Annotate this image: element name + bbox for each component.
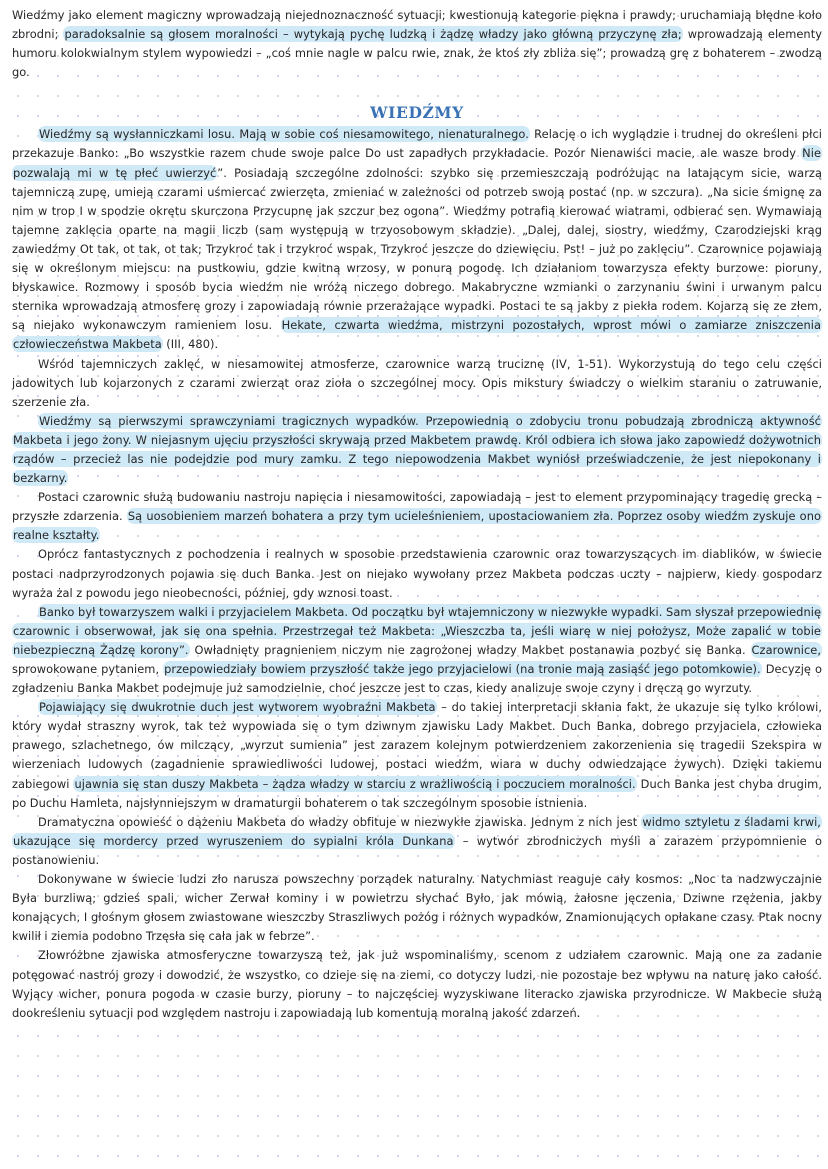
paragraph-ghost-imagination xyxy=(12,698,822,813)
intro-text-2: wprowadzają elementy humoru kolokwialnym stylem wypowiedzi – „coś mnie nagle w palcu rwie, znak, że ktoś zły zbliża się”; prowadzą grę z bohaterem – zwodzą go. xyxy=(12,27,822,80)
highlight-text: Czarownice, xyxy=(751,642,821,657)
paragraph-text: (III, 480). xyxy=(162,337,219,352)
highlight-text: Wiedźmy są wysłanniczkami losu. Mają w sobie coś niesamowitego, nienaturalnego. xyxy=(39,127,529,142)
intro-highlight-1: paradoksalnie są głosem moralności – wytykają pychę ludzką i żądzę władzy jako główną przyczynę zła; xyxy=(64,27,682,42)
paragraph-text: Dramatyczna opowieść o dążeniu Makbeta do władzy obfituje w niezwykłe zjawiska. Jednym z nich jest xyxy=(38,814,642,829)
section-title: WIEDŹMY xyxy=(370,103,464,123)
paragraph-text: ”. Posiadają szczególne zdolności: szybko się przemieszczają podróżując na latającym sicie, warzą tajemniczą zupę, umieją czarami uśmiercać zwierzęta, zmieniać w zależności od potrzeb swoją postać (np. w szczura). „Na sicie śmignę za nim w trop I w spodzie okrętu skurczona Przycupnę jak szczur bez ogona”. Wiedźmy potrafią kierować wiatrami, odbierać sen. Wymawiają tajemne zaklęcia oparte na magii liczb (sam występują w trzyosobowym składzie). „Dalej, dalej, siostry, wiedźmy, Czarodziejski krąg zawiedźmy Ot tak, ot tak, ot tak; Trzykroć tak i trzykroć wspak, Trzykroć jeszcze do dziewięciu. Pst! – już po zaklęciu”. Czarownice pojawiają się w określonym miejscu: na pustkowiu, gdzie kwitną wrzosy, w ponurą pogodę. Ich działaniom towarzysza efekty burzowe: pioruny, błyskawice. Rozmowy i sposób bycia wiedźm nie wróżą niczego dobrego. Makabryczne wzmianki o zarzynaniu świni i urwanym palcu sternika wprowadzają atmosferę grozy i zapowiadają równie przerażające wypadki. Postaci te są jakby z piekła rodem. Kojarzą się ze złem, są niejako wykonawczym ramieniem losu. xyxy=(12,165,822,333)
highlight-text: przepowiedziały bowiem przyszłość także jego przyjacielowi (na tronie mają zasiąść jego potomkowie). xyxy=(164,662,761,676)
paragraph-text: Relację o ich wyglądzie i trudnej do określeni płci przekazuje Banko: „Bo wszystkie razem chude swoje palce Do ust zapadłych przykładacie. Pozór Nienawiści macie, ale wasze brody xyxy=(12,127,822,161)
highlight-text: Pojawiający się dwukrotnie duch jest wytworem wyobraźni Makbeta xyxy=(39,700,436,715)
paragraph-text: – do takiej interpretacji skłania fakt, że ukazuje się tylko królowi, który wydał straszny wyrok, tak też wypowiada się o tym dziwnym zjawisku Lady Makbet. Duch Banka, dobrego przyjaciela, człowieka prawego, szlachetnego, ów milczący, „wyrzut sumienia” jest zarazem kolejnym potwierdzeniem zakorzenienia się tragedii Szekspira w wierzeniach ludowych (zagadnienie sprawiedliwości ludowej, postaci wiedźm, wiara w duchy odwiedzające żywych). Dzięki takiemu zabiegowi xyxy=(12,700,822,791)
paragraph-text: Owładnięty pragnieniem niczym nie zagrożonej władzy Makbet postanawia pozbyć się Banka. xyxy=(189,642,751,657)
paragraph-text: Decyzję o zgładzeniu Banka Makbet podejmuje już samodzielnie, choć jeszcze jest to czas, kiedy analizuje swoje czyny i dręczą go wyrzuty. xyxy=(12,662,822,696)
highlight-text: Są uosobieniem marzeń bohatera a przy tym ucieleśnieniem, upostaciowaniem zła. Poprzez osoby wiedźm zyskuje ono realne kształty. xyxy=(13,509,821,543)
paragraph-text: – wytwór zbrodniczych myśli a zarazem przypomnienie o postanowieniu. xyxy=(12,833,822,867)
paragraph-dagger xyxy=(12,813,822,870)
paragraph-text: sprowokowane pytaniem, xyxy=(12,662,164,676)
intro-paragraph xyxy=(12,6,822,82)
highlight-text: Hekate, czwarta wiedźma, mistrzyni pozostałych, wprost mówi o zamiarze zniszczenia człowieczeństwa Makbeta xyxy=(13,318,822,352)
paragraph-witches-messengers xyxy=(12,125,822,354)
section-spacer xyxy=(12,82,822,100)
paragraph-text: Postaci czarownic służą budowaniu nastroju napięcia i niesamowitości, zapowiadają – jest to element przypominający tragedię grecką – przyszłe zdarzenia. xyxy=(12,490,822,524)
highlight-text: ujawnia się stan duszy Makbeta – żądza władzy w starciu z wrażliwością i poczuciem moralności. xyxy=(74,776,636,791)
paragraph-tragic-events xyxy=(12,412,822,488)
paragraph-banquo xyxy=(12,603,822,698)
paragraph-text: Duch Banka jest chyba drugim, po Duchu Hamleta, najsłynniejszym w dramaturgii bohaterem o tak szczególnym sposobie istnienia. xyxy=(12,776,822,810)
highlight-text: Nie pozwalają mi w tę płeć uwierzyć xyxy=(13,146,821,180)
paragraph-cosmic-order: Dokonywane w świecie ludzi zło narusza powszechny porządek naturalny. Natychmiast reaguje cały kosmos: „Noc ta nadzwyczajnie Była burzliwą; gdzieś spali, wicher Zerwał kominy i w powietrzu słychać Było, jak mówią, żałosne jęczenia, Dziwne rzężenia, jakby konających, I głośnym głosem zwiastowane wieszczby Straszliwych pożóg i różnych wypadków, Znamionujących opłakane czasy. Ptak nocny kwilił i ziemia podobno Trzęsła się cała jak w febrze”. xyxy=(12,872,822,944)
paragraph-poison: Wśród tajemniczych zaklęć, w niesamowitej atmosferze, czarownice warzą truciznę (IV, 1-51). Wykorzystują do tego celu części jadowitych lub kojarzonych z czarami zwierząt oraz zioła o szczególnej mocy. Opis mikstury świadczy o wielkim staraniu o zatruwanie, szerzenie zła. xyxy=(12,356,822,409)
highlight-text: Wiedźmy są pierwszymi sprawczyniami tragicznych wypadków. Przepowiednią o zdobyciu tronu pobudzają zbrodniczą aktywność Makbeta i jego żony. W niejasnym ujęciu przyszłości skrywają przed Makbetem prawdę. Król odbiera ich słowa jako zapowiedź dożywotnich rządów – przecież las nie podejdzie pod mury zamku. Z tego niepowodzenia Makbet wyniósł przeświadczenie, że jest niepokonany i bezkarny. xyxy=(13,413,821,486)
paragraph-tension xyxy=(12,488,822,545)
paragraph-weather: Złowróżbne zjawiska atmosferyczne towarzyszą też, jak już wspominaliśmy, scenom z udziałem czarownic. Mają one za zadanie potęgować nastrój grozy i dowodzić, że wszystko, co dzieje się na ziemi, co dotyczy ludzi, nie pozostaje bez wpływu na naturę jako całość. Wyjący wicher, ponura pogoda w czasie burzy, pioruny – to najczęściej wyzyskiwane literacko zjawiska przyrodnicze. W Makbecie służą dookreśleniu sytuacji pod względem nastroju i zapowiadają lub komentują moralną jakość zdarzeń. xyxy=(12,948,822,1020)
highlight-text: Banko był towarzyszem walki i przyjacielem Makbeta. Od początku był wtajemniczony w niezwykłe wypadki. Sam słyszał przepowiednię czarownic i obserwował, jak się ona spełnia. Przestrzegał też Makbeta: „Wieszczba ta, jeśli wiarę w niej położysz, Może zapalić w tobie niebezpieczną Żądzę korony”. xyxy=(13,604,821,657)
paragraph-banquo-ghost-intro: Oprócz fantastycznych z pochodzenia i realnych w sposobie przedstawienia czarownic oraz towarzyszących im diablików, w świecie postaci nadprzyrodzonych pojawia się duch Banka. Jest on niejako wywołany przez Makbeta podczas uczty – najpierw, kiedy gospodarz wyraża żal z powodu jego nieobecności, później, gdy wznosi toast. xyxy=(12,547,822,600)
highlight-text: widmo sztyletu z śladami krwi, ukazujące się mordercy przed wyruszeniem do sypialni króla Dunkana xyxy=(13,814,821,848)
intro-text-1: Wiedźmy jako element magiczny wprowadzają niejednoznaczność sytuacji; kwestionują kategorie piękna i prawdy; uruchamiają błędne koło zbrodni; xyxy=(12,8,822,42)
